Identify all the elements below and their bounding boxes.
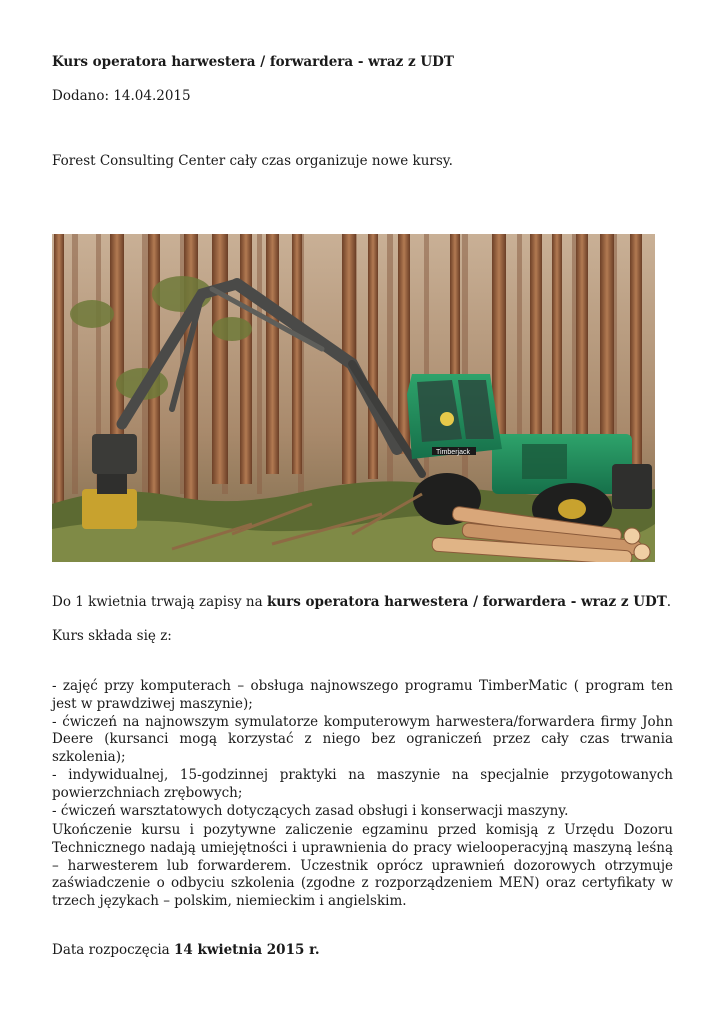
list-item: - ćwiczeń na najnowszym symulatorze komputerowym harwestera/forwardera firmy John Deere (kursanci mogą korzystać z niego bez ograniczeń przez cały czas trwania szkolenia); xyxy=(52,713,673,766)
harvester-illustration xyxy=(52,234,655,562)
signup-suffix: . xyxy=(666,594,672,610)
publish-date xyxy=(52,88,191,104)
machine-logo-text: Timberjack xyxy=(436,449,470,456)
intro-text: Forest Consulting Center cały czas organizuje nowe kursy. xyxy=(52,153,453,169)
completion-paragraph: Ukończenie kursu i pozytywne zaliczenie egzaminu przed komisją z Urzędu Dozoru Technicznego nadają umiejętności i uprawnienia do pracy wielooperacyjną maszyną leśną – harwesterem lub forwarderem. Uczestnik oprócz uprawnień dozorowych otrzymuje zaświadczenie o odbyciu szkolenia (zgodne z rozporządzeniem MEN) oraz certyfikaty w trzech językach – polskim, niemieckim i angielskim. xyxy=(52,822,673,910)
course-components-list xyxy=(52,678,673,820)
signup-prefix: Do 1 kwietnia trwają zapisy na xyxy=(52,594,267,610)
course-consists-label: Kurs składa się z: xyxy=(52,628,172,644)
list-item: - ćwiczeń warsztatowych dotyczących zasad obsługi i konserwacji maszyny. xyxy=(52,802,569,819)
signup-paragraph xyxy=(52,594,671,610)
list-item: - indywidualnej, 15-godzinnej praktyki na maszynie na specjalnie przygotowanych powierzchniach zrębowych; xyxy=(52,766,673,801)
article-title: Kurs operatora harwestera / forwardera - wraz z UDT xyxy=(52,54,454,70)
list-item: - zajęć przy komputerach – obsługa najnowszego programu TimberMatic ( program ten jest w prawdziwej maszynie); xyxy=(52,678,673,712)
start-prefix: Data rozpoczęcia xyxy=(52,942,174,958)
start-date: 14 kwietnia 2015 r. xyxy=(173,942,320,958)
date-label: Dodano: xyxy=(52,88,110,104)
course-name: kurs operatora harwestera / forwardera - wraz z UDT xyxy=(266,594,667,610)
harvester-photo xyxy=(52,234,655,562)
date-value: 14.04.2015 xyxy=(113,88,191,104)
start-date-paragraph xyxy=(52,942,320,958)
